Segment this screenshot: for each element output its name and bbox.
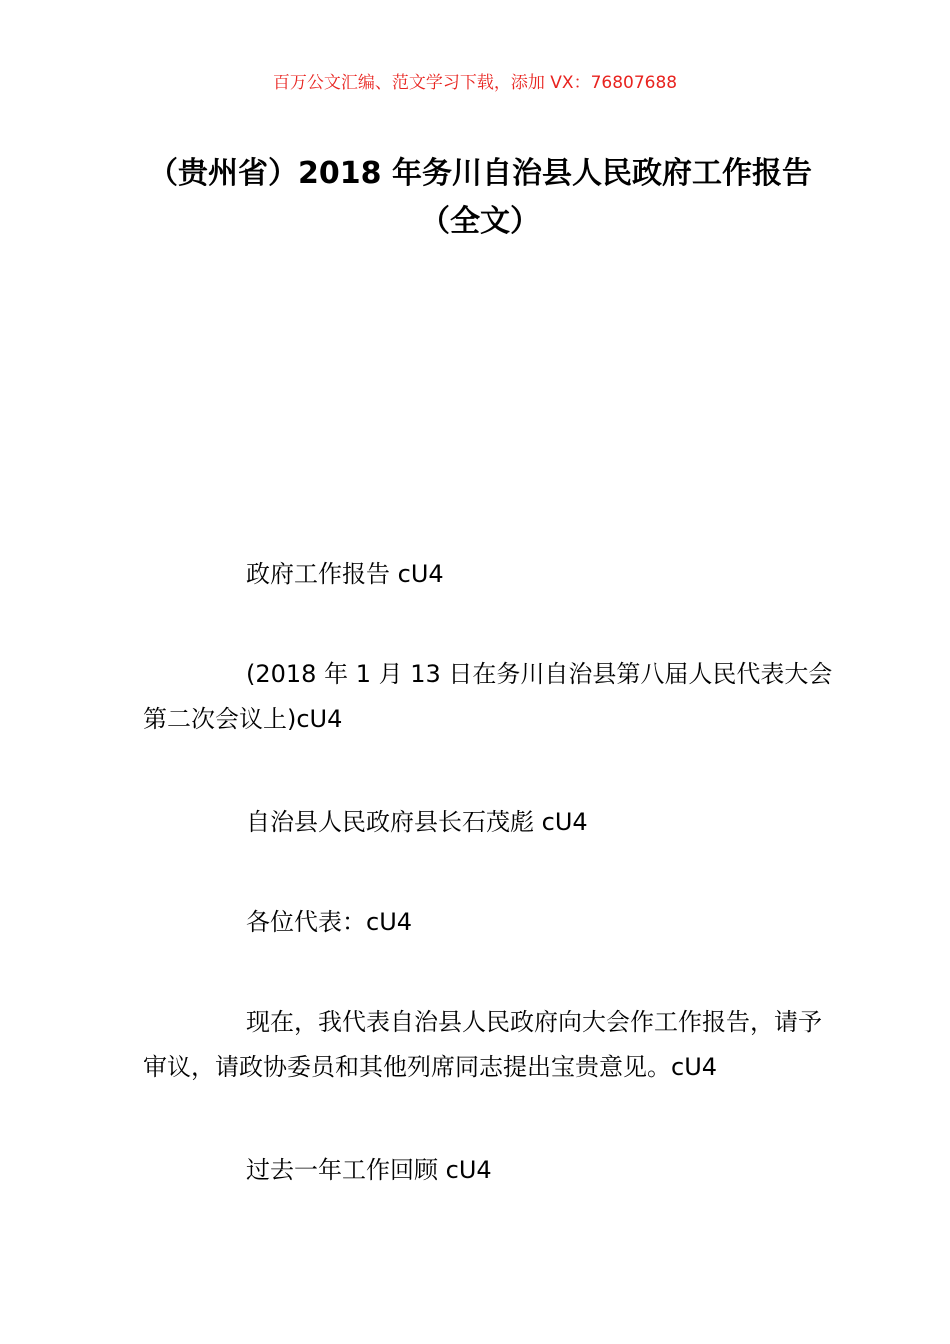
paragraph-section-heading: 过去一年工作回顾 cU4 <box>246 1156 492 1184</box>
paragraph-salutation: 各位代表：cU4 <box>246 908 413 936</box>
paragraph-meeting-date: (2018 年 1 月 13 日在务川自治县第八届人民代表大会第二次会议上)cU4 <box>143 660 833 733</box>
paragraph-speaker: 自治县人民政府县长石茂彪 cU4 <box>246 808 588 836</box>
document-title: （贵州省）2018 年务川自治县人民政府工作报告（全文） <box>148 156 812 239</box>
download-banner: 百万公文汇编、范文学习下载，添加 VX：76807688 <box>272 73 678 93</box>
paragraph-report-label: 政府工作报告 cU4 <box>246 560 444 588</box>
paragraph-opening: 现在，我代表自治县人民政府向大会作工作报告，请予审议，请政协委员和其他列席同志提出宝贵意见。cU4 <box>143 1008 822 1081</box>
